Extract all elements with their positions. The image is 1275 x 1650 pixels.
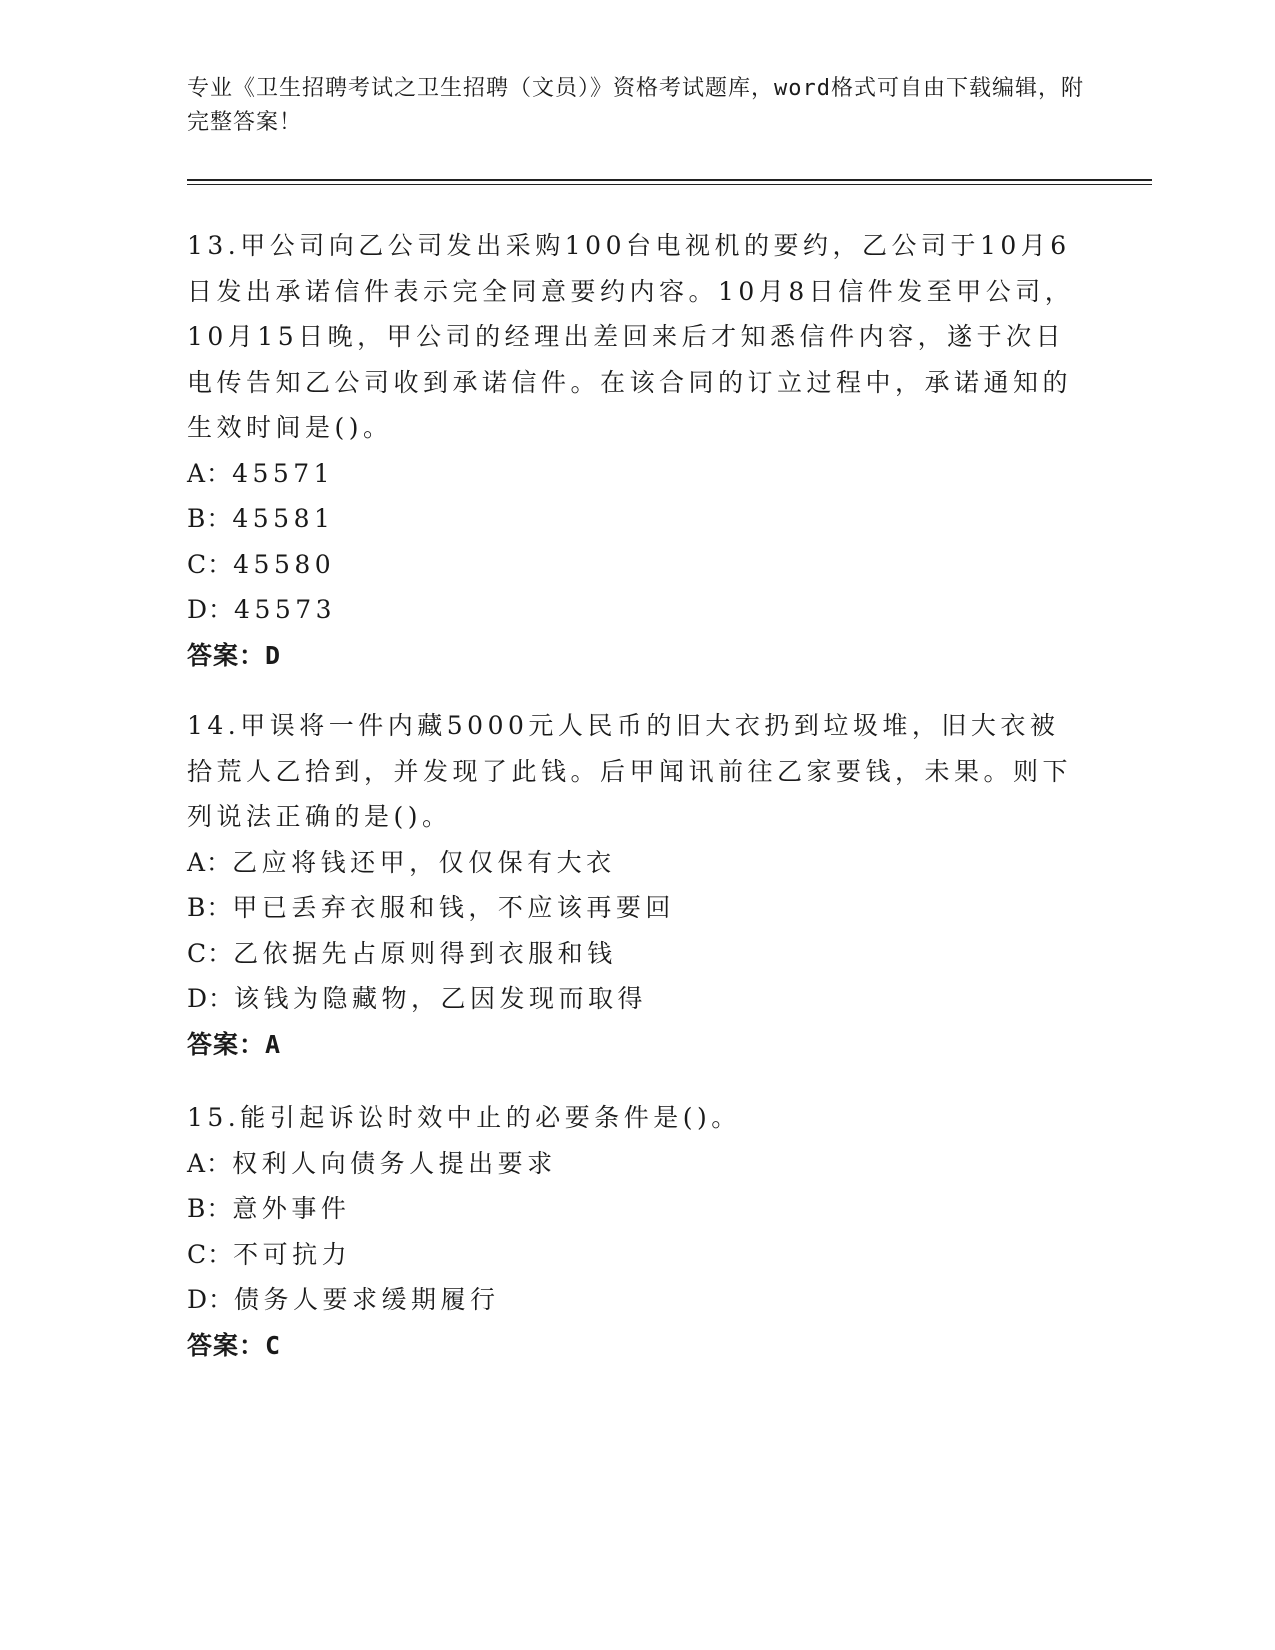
- option-key: C：: [187, 938, 234, 968]
- option-text: 不可抗力: [233, 1239, 352, 1269]
- option-key: D：: [187, 984, 235, 1013]
- option-text: 债务人要求缓期履行: [234, 1285, 500, 1314]
- option-text: 45581: [232, 504, 335, 533]
- option-key: A：: [187, 458, 233, 488]
- option-c: [187, 931, 1087, 977]
- option-key: C：: [187, 1239, 234, 1269]
- option-key: B：: [187, 504, 233, 533]
- option-key: A：: [187, 847, 233, 877]
- header-divider: [187, 179, 1152, 185]
- option-d: [187, 1277, 1087, 1323]
- option-text: 该钱为隐藏物，乙因发现而取得: [234, 984, 648, 1013]
- option-key: B：: [187, 1194, 233, 1223]
- question-14: [187, 703, 1087, 1067]
- header-text: 专业《卫生招聘考试之卫生招聘（文员）》资格考试题库，word格式可自由下载编辑，附完整答案！: [187, 76, 1084, 135]
- option-text: 甲已丢弃衣服和钱，不应该再要回: [232, 893, 675, 922]
- document-header: [187, 72, 1087, 140]
- option-a: [187, 840, 1087, 886]
- question-13: [187, 223, 1087, 678]
- option-d: [187, 587, 1087, 633]
- option-key: B：: [187, 893, 233, 922]
- option-c: [187, 1232, 1087, 1278]
- option-key: D：: [187, 1285, 235, 1314]
- option-text: 意外事件: [232, 1194, 351, 1223]
- option-d: [187, 976, 1087, 1022]
- question-stem: 13.甲公司向乙公司发出采购100台电视机的要约，乙公司于10月6日发出承诺信件表示完全同意要约内容。10月8日信件发至甲公司，10月15日晚，甲公司的经理出差回来后才知悉信件内容，遂于次日电传告知乙公司收到承诺信件。在该合同的订立过程中，承诺通知的生效时间是()。: [187, 231, 1075, 442]
- option-b: [187, 496, 1087, 542]
- question-stem: 14.甲误将一件内藏5000元人民币的旧大衣扔到垃圾堆，旧大衣被拾荒人乙拾到，并发现了此钱。后甲闻讯前往乙家要钱，未果。则下列说法正确的是()。: [187, 711, 1073, 831]
- option-text: 权利人向债务人提出要求: [232, 1148, 557, 1178]
- option-b: [187, 885, 1087, 931]
- question-15: [187, 1095, 1087, 1368]
- option-c: [187, 542, 1087, 588]
- answer-label: 答案：A: [187, 1029, 282, 1059]
- option-text: 45571: [232, 458, 335, 488]
- option-text: 45580: [233, 549, 336, 579]
- option-key: D：: [187, 595, 235, 624]
- option-key: C：: [187, 549, 234, 579]
- question-stem: 15.能引起诉讼时效中止的必要条件是()。: [187, 1103, 741, 1132]
- option-a: [187, 451, 1087, 497]
- option-text: 45573: [234, 595, 337, 624]
- option-b: [187, 1186, 1087, 1232]
- answer-label: 答案：D: [187, 640, 282, 670]
- option-key: A：: [187, 1148, 233, 1178]
- answer-label: 答案：C: [187, 1330, 282, 1360]
- option-a: [187, 1141, 1087, 1187]
- option-text: 乙应将钱还甲，仅仅保有大衣: [232, 847, 616, 877]
- option-text: 乙依据先占原则得到衣服和钱: [233, 938, 617, 968]
